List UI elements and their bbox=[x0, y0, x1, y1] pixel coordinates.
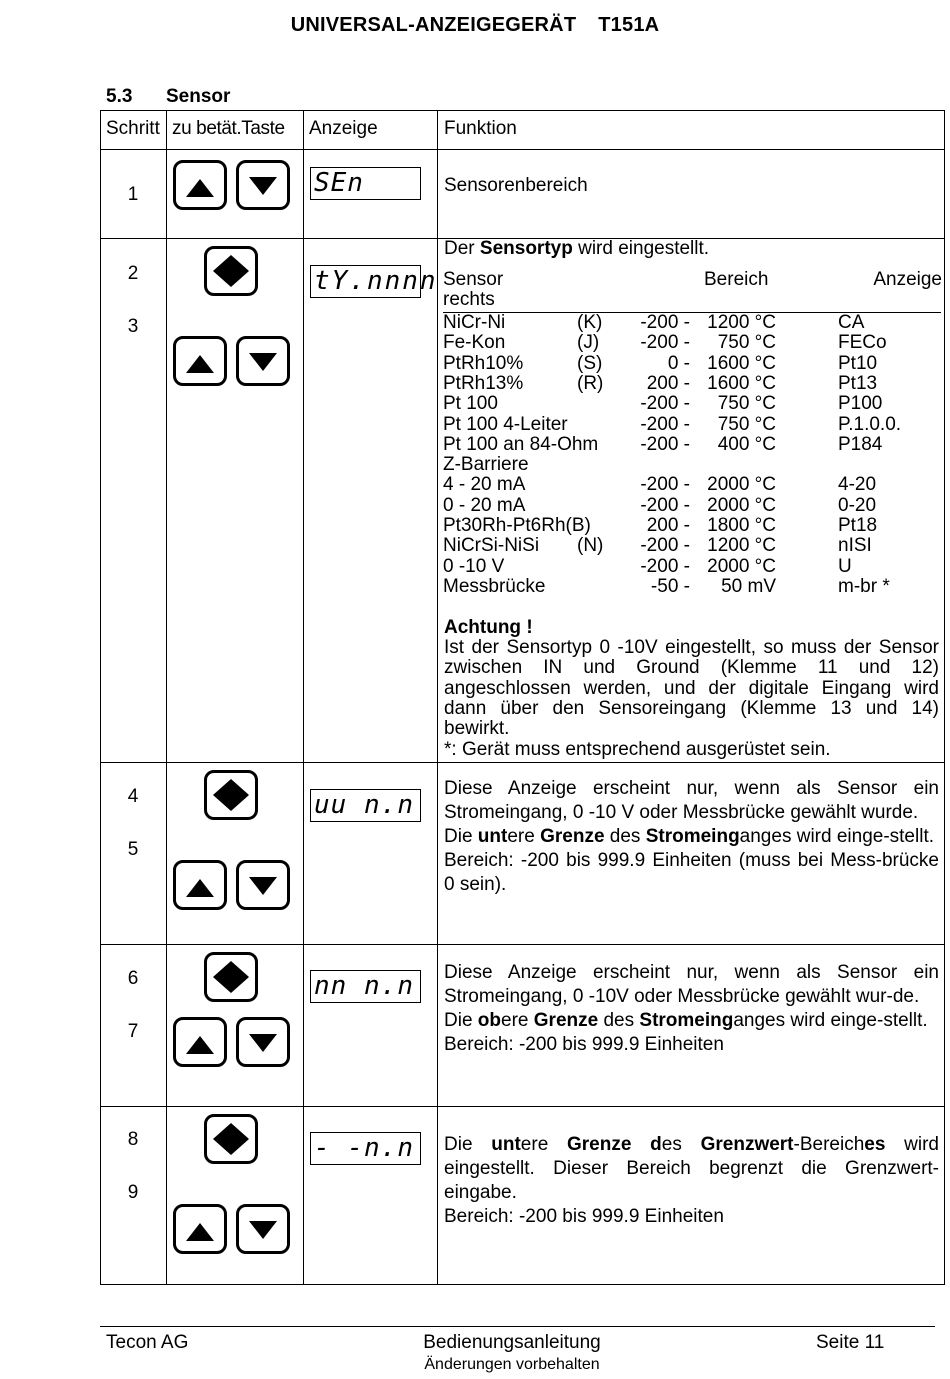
function-paragraph: Bereich: -200 bis 999.9 Einheiten bbox=[444, 1206, 724, 1227]
enter-key bbox=[204, 952, 258, 1002]
lcd-text-left: uu bbox=[314, 790, 348, 820]
text-bold: ob bbox=[477, 1010, 502, 1031]
sensor-name: 4 - 20 mA bbox=[443, 474, 526, 496]
triangle-up-icon bbox=[176, 339, 224, 383]
footer-page: Seite 11 bbox=[816, 1332, 885, 1353]
column-divider bbox=[303, 110, 304, 1285]
document-title-text: UNIVERSAL-ANZEIGEGERÄT bbox=[290, 14, 577, 36]
sensor-range-to: 400 °C bbox=[717, 433, 776, 455]
sensor-range-from: -50 - bbox=[650, 575, 690, 597]
column-divider bbox=[944, 110, 945, 1285]
text-bold: d bbox=[650, 1134, 662, 1155]
sensor-name: Pt 100 bbox=[443, 393, 498, 415]
triangle-down-icon bbox=[239, 863, 287, 907]
sensor-range-to: 750 °C bbox=[717, 393, 776, 415]
text-part: des bbox=[604, 826, 646, 847]
sensor-range-from: 200 - bbox=[646, 372, 690, 394]
column-divider bbox=[166, 110, 167, 1285]
text-bold: unt bbox=[491, 1134, 521, 1155]
enter-key bbox=[204, 246, 258, 296]
diamond-icon bbox=[207, 1117, 255, 1161]
step-number: 7 bbox=[127, 1021, 139, 1042]
sensor-code: (J) bbox=[577, 332, 600, 354]
sensor-range-from: -200 - bbox=[640, 332, 690, 354]
warning-title: Achtung ! bbox=[444, 617, 533, 638]
lcd-display bbox=[310, 789, 421, 822]
text-part: ere bbox=[520, 1134, 567, 1155]
sensor-range-from: 200 - bbox=[646, 515, 690, 536]
text-part: ere bbox=[501, 1010, 534, 1031]
text-bold: Stromeing bbox=[645, 826, 740, 847]
sensor-range-to: 1600 °C bbox=[707, 352, 776, 374]
sensor-display-code: P.1.0.0. bbox=[838, 413, 902, 435]
sensor-range-to: 1200 °C bbox=[707, 312, 776, 333]
up-key bbox=[173, 336, 227, 386]
text-part: Die bbox=[444, 1134, 492, 1155]
column-header-step: Schritt bbox=[106, 118, 160, 139]
down-key bbox=[236, 160, 290, 210]
sensor-range-from: 0 - bbox=[667, 352, 690, 374]
sensor-name: 0 - 20 mA bbox=[443, 494, 526, 516]
step-number: 3 bbox=[127, 316, 139, 337]
sensor-range-to: 2000 °C bbox=[707, 494, 776, 516]
triangle-down-icon bbox=[239, 339, 287, 383]
sensor-header-display: Anzeige bbox=[873, 269, 942, 290]
sensor-name: PtRh10% bbox=[443, 352, 524, 374]
triangle-down-icon bbox=[239, 1020, 287, 1064]
footer-company: Tecon AG bbox=[106, 1332, 189, 1353]
sensor-name: PtRh13% bbox=[443, 372, 524, 394]
sensor-header-sensor: Sensor bbox=[443, 269, 504, 290]
text-bold: unt bbox=[477, 826, 508, 847]
lcd-display bbox=[310, 167, 421, 200]
function-paragraph bbox=[444, 825, 939, 849]
column-header-key: zu betät.Taste bbox=[172, 118, 285, 139]
triangle-down-icon bbox=[239, 163, 287, 207]
row-divider bbox=[100, 1106, 945, 1107]
row-divider bbox=[100, 762, 945, 763]
lcd-text-right: n.n bbox=[364, 1133, 414, 1163]
sensor-name: Pt 100 4-Leiter bbox=[443, 413, 568, 435]
function-text bbox=[444, 961, 939, 1057]
text-part: des bbox=[598, 1010, 640, 1031]
step-number: 8 bbox=[127, 1129, 139, 1150]
triangle-up-icon bbox=[176, 1207, 224, 1251]
triangle-down-icon bbox=[239, 1207, 287, 1251]
function-text: Sensorenbereich bbox=[444, 175, 588, 196]
footer-document: Bedienungsanleitung bbox=[423, 1332, 601, 1353]
function-paragraph: Bereich: -200 bis 999.9 Einheiten (muss bei Mess-brücke 0 sein). bbox=[444, 850, 939, 895]
sensor-range-to: 1600 °C bbox=[707, 372, 776, 394]
function-text bbox=[444, 1133, 939, 1229]
sensor-name: 0 -10 V bbox=[443, 555, 505, 577]
sensor-range-from: -200 - bbox=[640, 474, 690, 496]
triangle-up-icon bbox=[176, 863, 224, 907]
column-header-display: Anzeige bbox=[309, 118, 378, 139]
function-text bbox=[444, 777, 939, 897]
table-border-bottom bbox=[100, 1284, 945, 1285]
text-bold: Grenzwert bbox=[700, 1134, 794, 1155]
sensor-header-range: Bereich bbox=[704, 269, 769, 290]
function-paragraph: Bereich: -200 bis 999.9 Einheiten bbox=[444, 1034, 724, 1055]
down-key bbox=[236, 336, 290, 386]
sensor-range-from: -200 - bbox=[640, 312, 690, 333]
sensor-display-code: Pt18 bbox=[838, 515, 878, 536]
sensor-range-from: -200 - bbox=[640, 555, 690, 577]
sensor-display-code: P184 bbox=[838, 433, 883, 455]
text-part: -Bereich bbox=[793, 1134, 865, 1155]
up-key bbox=[173, 1204, 227, 1254]
footer-rule bbox=[100, 1326, 935, 1327]
intro-text-part: Der bbox=[444, 238, 480, 259]
down-key bbox=[236, 1017, 290, 1067]
warning-text: Ist der Sensortyp 0 -10V eingestellt, so muss der Sensor zwischen IN und Ground (Klemme 11 und 12) angeschlossen werden, und der digitale Eingang wird dann über den Sensoreingang (Klemme 13 und 14) bewirkt. bbox=[444, 637, 939, 740]
sensor-range-to: 2000 °C bbox=[707, 474, 776, 496]
sensor-range-to: 750 °C bbox=[717, 332, 776, 354]
text-part bbox=[631, 1134, 650, 1155]
lcd-text-left: - - bbox=[314, 1133, 364, 1163]
function-paragraph bbox=[444, 1133, 939, 1205]
text-part: wird eingestellt. Dieser Bereich begrenzt die Grenzwert-eingabe. bbox=[444, 1134, 939, 1203]
text-bold: Grenze bbox=[540, 826, 605, 847]
sensor-code: (R) bbox=[577, 372, 604, 394]
text-part: ere bbox=[507, 826, 541, 847]
table-border-top bbox=[100, 110, 945, 111]
sensor-header-display-2: rechts bbox=[443, 289, 495, 310]
step-number: 1 bbox=[127, 184, 139, 205]
function-paragraph: Diese Anzeige erscheint nur, wenn als Sensor ein Stromeingang, 0 -10 V oder Messbrücke gewählt wurde. bbox=[444, 778, 939, 823]
enter-key bbox=[204, 1114, 258, 1164]
lcd-display bbox=[310, 265, 438, 298]
footer-note: Änderungen vorbehalten bbox=[424, 1356, 600, 1373]
section-number: 5.3 bbox=[106, 86, 133, 107]
function-paragraph bbox=[444, 1009, 939, 1033]
intro-text-part: wird eingestellt. bbox=[572, 238, 710, 259]
row-divider bbox=[100, 944, 945, 945]
step-number: 5 bbox=[127, 839, 139, 860]
sensor-range-to: 750 °C bbox=[717, 413, 776, 435]
text-bold: Grenze bbox=[567, 1134, 632, 1155]
text-part: anges wird einge-stellt. bbox=[739, 826, 934, 847]
step-number: 9 bbox=[127, 1182, 139, 1203]
sensor-code: (S) bbox=[577, 352, 603, 374]
intro-text-bold: Sensortyp bbox=[479, 238, 573, 259]
sensor-display-code: 0-20 bbox=[838, 494, 877, 516]
sensor-name: Pt30Rh-Pt6Rh(B) bbox=[443, 515, 591, 536]
sensor-range-from: -200 - bbox=[640, 494, 690, 516]
diamond-icon bbox=[207, 249, 255, 293]
sensor-range-to: 1200 °C bbox=[707, 535, 776, 557]
sensor-display-code: nISI bbox=[838, 535, 872, 557]
step-number: 2 bbox=[127, 263, 139, 284]
lcd-text-left: nn bbox=[314, 971, 348, 1001]
text-part: es bbox=[661, 1134, 701, 1155]
sensor-display-code: P100 bbox=[838, 393, 883, 415]
down-key bbox=[236, 860, 290, 910]
sensor-display-code: CA bbox=[838, 312, 865, 333]
sensor-display-code: m-br * bbox=[838, 575, 890, 597]
sensor-name: Messbrücke bbox=[443, 575, 546, 597]
lcd-text-right: n.n bbox=[364, 790, 414, 820]
sensor-range-from: -200 - bbox=[640, 413, 690, 435]
document-title bbox=[0, 14, 950, 37]
enter-key bbox=[204, 770, 258, 820]
sensor-display-code: Pt10 bbox=[838, 352, 878, 374]
sensor-name: Z-Barriere bbox=[443, 454, 529, 476]
sensor-code: (K) bbox=[577, 312, 603, 333]
sensor-range-from: -200 - bbox=[640, 433, 690, 455]
lcd-text: SEn bbox=[314, 168, 364, 198]
step-number: 4 bbox=[127, 786, 139, 807]
diamond-icon bbox=[207, 773, 255, 817]
up-key bbox=[173, 1017, 227, 1067]
sensor-range-to: 1800 °C bbox=[707, 515, 776, 536]
sensor-header-rule bbox=[443, 312, 941, 313]
lcd-text-right: n.n bbox=[364, 971, 414, 1001]
text-bold: Stromeing bbox=[639, 1010, 734, 1031]
lcd-display bbox=[310, 970, 421, 1003]
lcd-text: tY.nnnn bbox=[314, 266, 438, 296]
sensor-code: (N) bbox=[577, 535, 604, 557]
section-title: Sensor bbox=[166, 86, 231, 107]
lcd-display bbox=[310, 1132, 421, 1165]
column-divider bbox=[100, 110, 101, 1285]
text-bold: Grenze bbox=[533, 1010, 599, 1031]
sensor-display-code: Pt13 bbox=[838, 372, 878, 394]
text-bold: es bbox=[864, 1134, 886, 1155]
model-number: T151A bbox=[598, 14, 660, 36]
sensor-display-code: FECo bbox=[838, 332, 887, 354]
intro-text bbox=[444, 239, 709, 259]
sensor-range-from: -200 - bbox=[640, 393, 690, 415]
step-number: 6 bbox=[127, 968, 139, 989]
sensor-range-to: 50 mV bbox=[721, 575, 776, 597]
sensor-range-from: -200 - bbox=[640, 535, 690, 557]
footnote: *: Gerät muss entsprechend ausgerüstet sein. bbox=[444, 739, 831, 760]
triangle-up-icon bbox=[176, 163, 224, 207]
sensor-name: Pt 100 an 84-Ohm bbox=[443, 433, 599, 455]
column-header-function: Funktion bbox=[444, 118, 517, 139]
sensor-range-to: 2000 °C bbox=[707, 555, 776, 577]
sensor-name: NiCr-Ni bbox=[443, 312, 506, 333]
up-key bbox=[173, 160, 227, 210]
triangle-up-icon bbox=[176, 1020, 224, 1064]
down-key bbox=[236, 1204, 290, 1254]
sensor-name: Fe-Kon bbox=[443, 332, 506, 354]
function-paragraph: Diese Anzeige erscheint nur, wenn als Sensor ein Stromeingang, 0 -10V oder Messbrücke gewählt wur-de. bbox=[444, 962, 939, 1007]
text-part: Die bbox=[444, 826, 478, 847]
sensor-name: NiCrSi-NiSi bbox=[443, 535, 540, 557]
sensor-display-code: U bbox=[838, 555, 852, 577]
text-part: anges wird einge-stellt. bbox=[733, 1010, 928, 1031]
sensor-display-code: 4-20 bbox=[838, 474, 877, 496]
up-key bbox=[173, 860, 227, 910]
table-header-rule bbox=[100, 149, 945, 150]
text-part: Die bbox=[444, 1010, 478, 1031]
diamond-icon bbox=[207, 955, 255, 999]
